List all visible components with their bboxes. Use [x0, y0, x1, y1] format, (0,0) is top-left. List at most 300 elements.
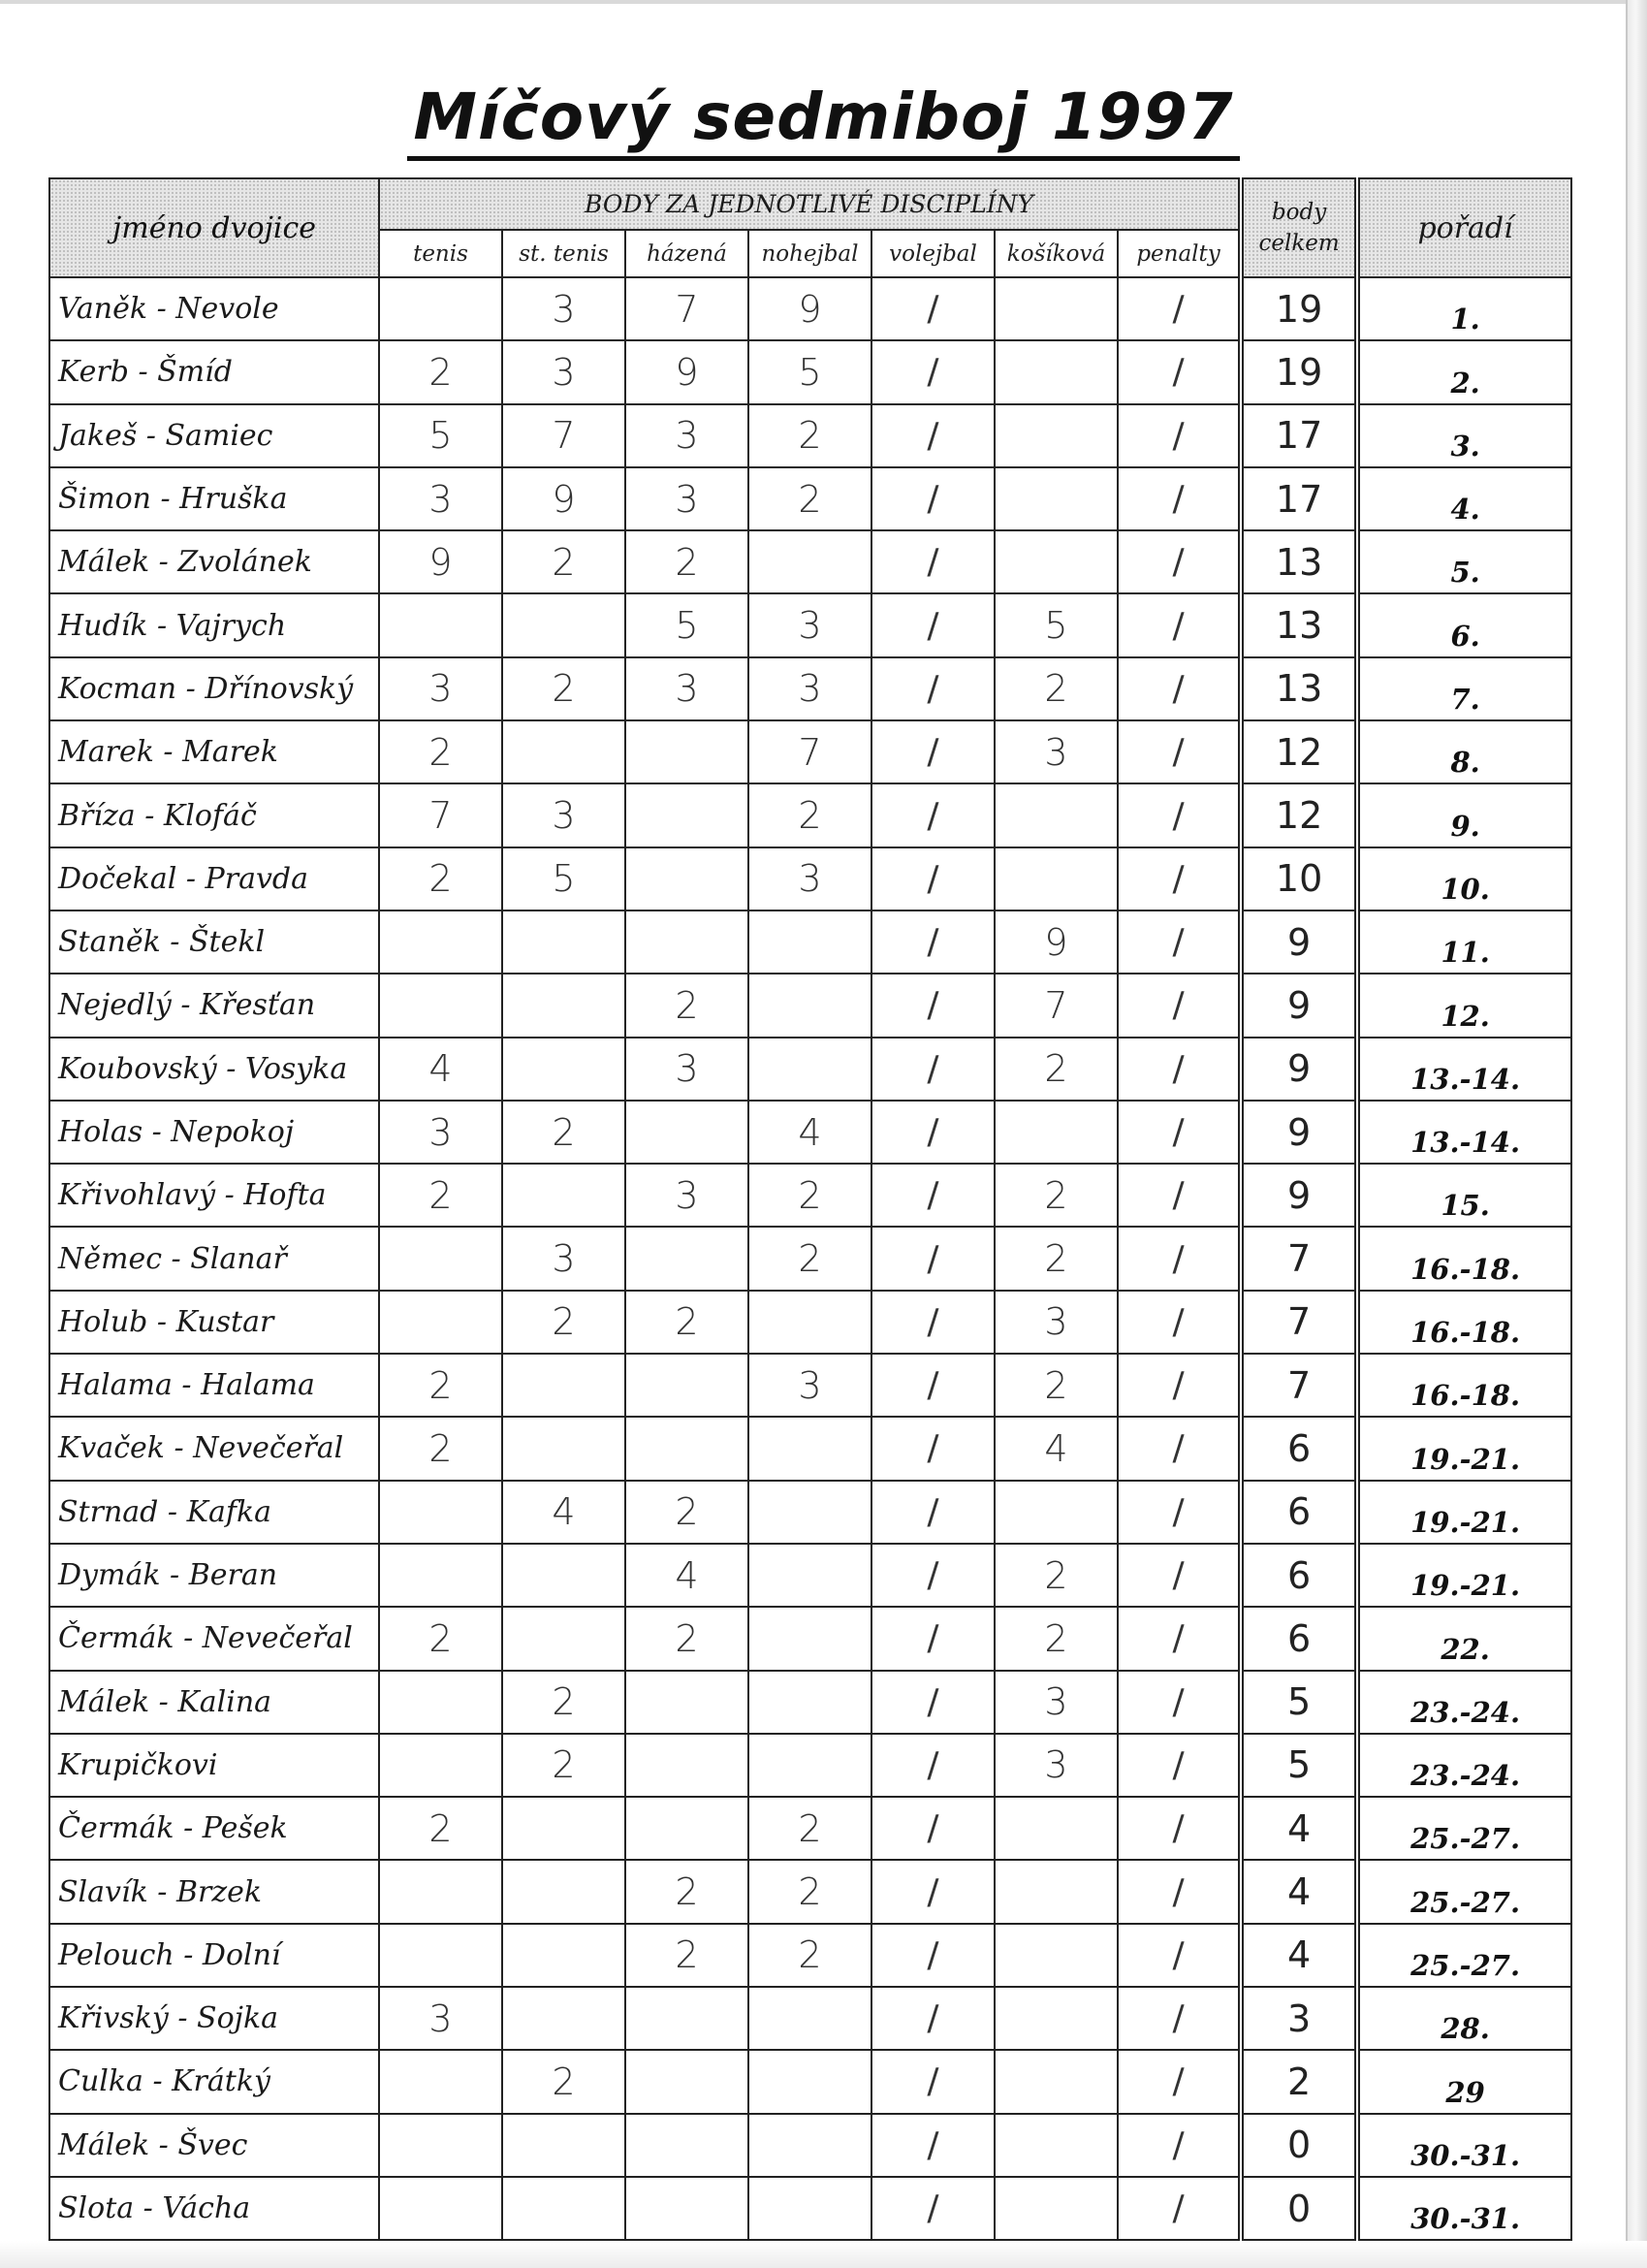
scan-bottom-edge [0, 2241, 1647, 2268]
points-st-tenis [502, 1417, 625, 1480]
points-st-tenis: 7 [502, 404, 625, 467]
points-hazena [625, 2114, 748, 2177]
points-nohejbal [748, 974, 871, 1037]
table-row [49, 1607, 1571, 1670]
points-penalty: / [1118, 847, 1241, 910]
points-kosikova: 3 [995, 720, 1118, 783]
points-hazena: 3 [625, 1038, 748, 1101]
points-penalty: / [1118, 1671, 1241, 1734]
rank: 15. [1357, 1164, 1571, 1227]
points-tenis [379, 2114, 502, 2177]
points-st-tenis [502, 1354, 625, 1417]
points-volejbal: / [871, 1924, 995, 1987]
total-points: 9 [1241, 974, 1357, 1037]
rank: 29 [1357, 2050, 1571, 2113]
total-points: 7 [1241, 1227, 1357, 1290]
points-volejbal: / [871, 1481, 995, 1544]
table-row [49, 1164, 1571, 1227]
pair-name: Hudík - Vajrych [49, 593, 379, 656]
pair-name: Kocman - Dřínovský [49, 657, 379, 720]
points-tenis [379, 1734, 502, 1797]
points-tenis [379, 1481, 502, 1544]
total-points: 6 [1241, 1607, 1357, 1670]
points-volejbal: / [871, 530, 995, 593]
points-kosikova [995, 783, 1118, 847]
pair-name: Málek - Kalina [49, 1671, 379, 1734]
table-row [49, 910, 1571, 974]
points-nohejbal [748, 1481, 871, 1544]
rank: 12. [1357, 974, 1571, 1037]
total-points: 2 [1241, 2050, 1357, 2113]
points-penalty: / [1118, 1987, 1241, 2050]
points-st-tenis [502, 2177, 625, 2240]
points-penalty: / [1118, 1417, 1241, 1480]
points-st-tenis [502, 1860, 625, 1923]
total-points: 17 [1241, 404, 1357, 467]
points-volejbal: / [871, 1860, 995, 1923]
points-hazena [625, 1354, 748, 1417]
total-points: 9 [1241, 1101, 1357, 1164]
points-hazena: 3 [625, 1164, 748, 1227]
points-kosikova [995, 1101, 1118, 1164]
points-st-tenis [502, 593, 625, 656]
points-tenis: 2 [379, 1354, 502, 1417]
points-volejbal: / [871, 467, 995, 530]
rank: 16.-18. [1357, 1291, 1571, 1354]
points-hazena: 4 [625, 1544, 748, 1607]
rank: 11. [1357, 910, 1571, 974]
points-tenis [379, 1544, 502, 1607]
points-penalty: / [1118, 1734, 1241, 1797]
pair-name: Slota - Vácha [49, 2177, 379, 2240]
points-tenis [379, 277, 502, 340]
rank: 19.-21. [1357, 1481, 1571, 1544]
rank: 2. [1357, 340, 1571, 403]
points-tenis: 3 [379, 1987, 502, 2050]
points-tenis: 2 [379, 1797, 502, 1860]
points-tenis: 3 [379, 467, 502, 530]
results-table [48, 177, 1572, 2241]
total-points: 13 [1241, 593, 1357, 656]
points-volejbal: / [871, 277, 995, 340]
points-st-tenis: 2 [502, 530, 625, 593]
points-nohejbal: 2 [748, 1164, 871, 1227]
points-volejbal: / [871, 1797, 995, 1860]
points-tenis: 5 [379, 404, 502, 467]
header-total [1241, 178, 1357, 277]
table-row [49, 1481, 1571, 1544]
header-total-line1: body [1271, 200, 1327, 225]
table-row [49, 1544, 1571, 1607]
points-tenis: 2 [379, 847, 502, 910]
rank: 16.-18. [1357, 1227, 1571, 1290]
total-points: 6 [1241, 1417, 1357, 1480]
points-kosikova: 5 [995, 593, 1118, 656]
total-points: 4 [1241, 1860, 1357, 1923]
rank: 23.-24. [1357, 1734, 1571, 1797]
points-volejbal: / [871, 2114, 995, 2177]
total-points: 12 [1241, 783, 1357, 847]
points-nohejbal: 3 [748, 657, 871, 720]
points-hazena: 5 [625, 593, 748, 656]
table-row [49, 530, 1571, 593]
total-points: 17 [1241, 467, 1357, 530]
total-points: 13 [1241, 657, 1357, 720]
points-st-tenis: 3 [502, 1227, 625, 1290]
points-volejbal: / [871, 720, 995, 783]
points-volejbal: / [871, 1164, 995, 1227]
total-points: 9 [1241, 910, 1357, 974]
table-row [49, 1354, 1571, 1417]
points-penalty: / [1118, 783, 1241, 847]
points-penalty: / [1118, 657, 1241, 720]
points-hazena [625, 1797, 748, 1860]
total-points: 10 [1241, 847, 1357, 910]
rank: 6. [1357, 593, 1571, 656]
points-nohejbal [748, 1544, 871, 1607]
total-points: 9 [1241, 1164, 1357, 1227]
page-title [0, 80, 1647, 154]
header-discipline: košíková [995, 230, 1118, 277]
points-kosikova [995, 1860, 1118, 1923]
points-volejbal: / [871, 2177, 995, 2240]
points-nohejbal [748, 910, 871, 974]
points-volejbal: / [871, 783, 995, 847]
pair-name: Němec - Slanař [49, 1227, 379, 1290]
total-points: 4 [1241, 1924, 1357, 1987]
header-discipline: penalty [1118, 230, 1241, 277]
table-row [49, 340, 1571, 403]
points-st-tenis [502, 1924, 625, 1987]
points-penalty: / [1118, 1291, 1241, 1354]
pair-name: Holas - Nepokoj [49, 1101, 379, 1164]
points-hazena [625, 1987, 748, 2050]
header-discipline: házená [625, 230, 748, 277]
points-nohejbal [748, 2177, 871, 2240]
points-penalty: / [1118, 404, 1241, 467]
points-st-tenis: 5 [502, 847, 625, 910]
rank: 7. [1357, 657, 1571, 720]
points-volejbal: / [871, 1987, 995, 2050]
rank: 25.-27. [1357, 1860, 1571, 1923]
header-discipline: volejbal [871, 230, 995, 277]
points-penalty: / [1118, 910, 1241, 974]
points-tenis [379, 2177, 502, 2240]
table-row [49, 593, 1571, 656]
points-tenis: 3 [379, 657, 502, 720]
points-penalty: / [1118, 593, 1241, 656]
pair-name: Marek - Marek [49, 720, 379, 783]
points-tenis: 3 [379, 1101, 502, 1164]
points-kosikova [995, 340, 1118, 403]
points-hazena [625, 1101, 748, 1164]
points-penalty: / [1118, 1164, 1241, 1227]
points-hazena [625, 1227, 748, 1290]
table-row [49, 1101, 1571, 1164]
table-row [49, 1671, 1571, 1734]
total-points: 0 [1241, 2177, 1357, 2240]
rank: 25.-27. [1357, 1797, 1571, 1860]
points-nohejbal: 2 [748, 1227, 871, 1290]
points-nohejbal: 4 [748, 1101, 871, 1164]
points-nohejbal: 2 [748, 404, 871, 467]
points-kosikova: 4 [995, 1417, 1118, 1480]
points-penalty: / [1118, 720, 1241, 783]
points-hazena: 2 [625, 1924, 748, 1987]
points-penalty: / [1118, 467, 1241, 530]
table-row [49, 1924, 1571, 1987]
pair-name: Bříza - Klofáč [49, 783, 379, 847]
points-tenis: 2 [379, 1607, 502, 1670]
pair-name: Šimon - Hruška [49, 467, 379, 530]
points-tenis [379, 1924, 502, 1987]
points-volejbal: / [871, 593, 995, 656]
points-nohejbal [748, 1417, 871, 1480]
points-nohejbal [748, 1607, 871, 1670]
points-penalty: / [1118, 1227, 1241, 1290]
table-row [49, 2114, 1571, 2177]
table-row [49, 2177, 1571, 2240]
table-row [49, 404, 1571, 467]
points-st-tenis [502, 1987, 625, 2050]
points-penalty: / [1118, 2050, 1241, 2113]
points-st-tenis: 3 [502, 277, 625, 340]
page-title-text: Míčový sedmiboj 1997 [407, 80, 1239, 161]
points-hazena: 2 [625, 530, 748, 593]
points-st-tenis: 2 [502, 1291, 625, 1354]
points-st-tenis [502, 2114, 625, 2177]
points-hazena [625, 2177, 748, 2240]
points-volejbal: / [871, 1354, 995, 1417]
rank: 16.-18. [1357, 1354, 1571, 1417]
points-hazena: 3 [625, 467, 748, 530]
table-row [49, 2050, 1571, 2113]
points-tenis [379, 910, 502, 974]
pair-name: Dočekal - Pravda [49, 847, 379, 910]
rank: 9. [1357, 783, 1571, 847]
pair-name: Kvaček - Nevečeřal [49, 1417, 379, 1480]
points-nohejbal: 5 [748, 340, 871, 403]
rank: 10. [1357, 847, 1571, 910]
table-row [49, 1227, 1571, 1290]
table-row [49, 1038, 1571, 1101]
points-volejbal: / [871, 1291, 995, 1354]
points-tenis [379, 593, 502, 656]
pair-name: Křivský - Sojka [49, 1987, 379, 2050]
points-volejbal: / [871, 1227, 995, 1290]
table-row [49, 1291, 1571, 1354]
points-kosikova [995, 1924, 1118, 1987]
points-tenis [379, 1671, 502, 1734]
pair-name: Holub - Kustar [49, 1291, 379, 1354]
points-nohejbal: 9 [748, 277, 871, 340]
points-kosikova: 2 [995, 1038, 1118, 1101]
points-kosikova [995, 1987, 1118, 2050]
rank: 13.-14. [1357, 1038, 1571, 1101]
points-kosikova [995, 847, 1118, 910]
points-volejbal: / [871, 2050, 995, 2113]
points-st-tenis: 2 [502, 1734, 625, 1797]
points-penalty: / [1118, 1354, 1241, 1417]
points-volejbal: / [871, 657, 995, 720]
points-penalty: / [1118, 340, 1241, 403]
total-points: 7 [1241, 1291, 1357, 1354]
table-row [49, 1734, 1571, 1797]
table-row [49, 1860, 1571, 1923]
header-row-1 [49, 178, 1571, 230]
points-penalty: / [1118, 1101, 1241, 1164]
points-nohejbal [748, 1987, 871, 2050]
pair-name: Málek - Zvolánek [49, 530, 379, 593]
points-nohejbal [748, 2114, 871, 2177]
rank: 5. [1357, 530, 1571, 593]
points-nohejbal: 2 [748, 783, 871, 847]
points-kosikova [995, 404, 1118, 467]
table-row [49, 657, 1571, 720]
points-volejbal: / [871, 340, 995, 403]
points-st-tenis [502, 720, 625, 783]
points-volejbal: / [871, 910, 995, 974]
points-kosikova [995, 2114, 1118, 2177]
points-kosikova [995, 2050, 1118, 2113]
total-points: 12 [1241, 720, 1357, 783]
pair-name: Nejedlý - Křesťan [49, 974, 379, 1037]
total-points: 6 [1241, 1544, 1357, 1607]
points-kosikova: 2 [995, 1544, 1118, 1607]
points-volejbal: / [871, 1417, 995, 1480]
points-hazena: 9 [625, 340, 748, 403]
points-hazena [625, 1671, 748, 1734]
points-kosikova [995, 1797, 1118, 1860]
points-nohejbal: 3 [748, 593, 871, 656]
pair-name: Culka - Krátký [49, 2050, 379, 2113]
points-nohejbal: 7 [748, 720, 871, 783]
total-points: 6 [1241, 1481, 1357, 1544]
table-row [49, 1987, 1571, 2050]
points-penalty: / [1118, 1607, 1241, 1670]
rank: 1. [1357, 277, 1571, 340]
pair-name: Dymák - Beran [49, 1544, 379, 1607]
points-st-tenis: 4 [502, 1481, 625, 1544]
points-tenis [379, 1291, 502, 1354]
points-kosikova [995, 530, 1118, 593]
points-hazena [625, 1417, 748, 1480]
points-volejbal: / [871, 1038, 995, 1101]
header-discipline: nohejbal [748, 230, 871, 277]
points-volejbal: / [871, 404, 995, 467]
points-st-tenis: 3 [502, 340, 625, 403]
points-tenis: 4 [379, 1038, 502, 1101]
points-penalty: / [1118, 1797, 1241, 1860]
points-volejbal: / [871, 847, 995, 910]
points-nohejbal: 2 [748, 467, 871, 530]
points-hazena [625, 910, 748, 974]
rank: 25.-27. [1357, 1924, 1571, 1987]
points-nohejbal: 3 [748, 1354, 871, 1417]
pair-name: Koubovský - Vosyka [49, 1038, 379, 1101]
header-name: jméno dvojice [49, 178, 379, 277]
points-kosikova: 2 [995, 657, 1118, 720]
points-hazena: 2 [625, 1481, 748, 1544]
rank: 30.-31. [1357, 2177, 1571, 2240]
table-row [49, 1797, 1571, 1860]
points-st-tenis [502, 910, 625, 974]
rank: 3. [1357, 404, 1571, 467]
points-kosikova [995, 1481, 1118, 1544]
points-nohejbal [748, 1734, 871, 1797]
rank: 19.-21. [1357, 1544, 1571, 1607]
table-row [49, 1417, 1571, 1480]
points-tenis [379, 1227, 502, 1290]
points-tenis [379, 974, 502, 1037]
points-tenis: 2 [379, 340, 502, 403]
points-st-tenis: 2 [502, 1101, 625, 1164]
points-st-tenis: 2 [502, 2050, 625, 2113]
total-points: 3 [1241, 1987, 1357, 2050]
rank: 28. [1357, 1987, 1571, 2050]
points-nohejbal: 2 [748, 1797, 871, 1860]
points-nohejbal: 2 [748, 1860, 871, 1923]
points-hazena [625, 783, 748, 847]
pair-name: Jakeš - Samiec [49, 404, 379, 467]
rank: 13.-14. [1357, 1101, 1571, 1164]
points-penalty: / [1118, 2177, 1241, 2240]
points-tenis: 2 [379, 1164, 502, 1227]
points-tenis [379, 2050, 502, 2113]
points-volejbal: / [871, 1734, 995, 1797]
total-points: 5 [1241, 1734, 1357, 1797]
points-volejbal: / [871, 1101, 995, 1164]
points-kosikova [995, 277, 1118, 340]
points-penalty: / [1118, 1481, 1241, 1544]
points-kosikova: 7 [995, 974, 1118, 1037]
points-kosikova: 2 [995, 1164, 1118, 1227]
points-hazena [625, 1734, 748, 1797]
pair-name: Staněk - Štekl [49, 910, 379, 974]
header-discipline: st. tenis [502, 230, 625, 277]
points-tenis [379, 1860, 502, 1923]
results-body [49, 277, 1571, 2240]
points-nohejbal [748, 1291, 871, 1354]
points-hazena [625, 720, 748, 783]
scan-right-edge [1626, 0, 1647, 2268]
points-st-tenis [502, 1544, 625, 1607]
points-hazena: 7 [625, 277, 748, 340]
points-volejbal: / [871, 1544, 995, 1607]
points-hazena: 3 [625, 404, 748, 467]
points-hazena: 2 [625, 1860, 748, 1923]
rank: 8. [1357, 720, 1571, 783]
total-points: 5 [1241, 1671, 1357, 1734]
pair-name: Strnad - Kafka [49, 1481, 379, 1544]
pair-name: Vaněk - Nevole [49, 277, 379, 340]
pair-name: Čermák - Pešek [49, 1797, 379, 1860]
points-nohejbal [748, 1038, 871, 1101]
points-volejbal: / [871, 1671, 995, 1734]
points-penalty: / [1118, 1924, 1241, 1987]
pair-name: Pelouch - Dolní [49, 1924, 379, 1987]
points-nohejbal [748, 2050, 871, 2113]
points-st-tenis: 2 [502, 657, 625, 720]
total-points: 9 [1241, 1038, 1357, 1101]
total-points: 19 [1241, 340, 1357, 403]
pair-name: Křivohlavý - Hofta [49, 1164, 379, 1227]
points-st-tenis [502, 1607, 625, 1670]
pair-name: Krupičkovi [49, 1734, 379, 1797]
rank: 22. [1357, 1607, 1571, 1670]
table-row [49, 467, 1571, 530]
header-disciplines-group: BODY ZA JEDNOTLIVÉ DISCIPLÍNY [379, 178, 1241, 230]
